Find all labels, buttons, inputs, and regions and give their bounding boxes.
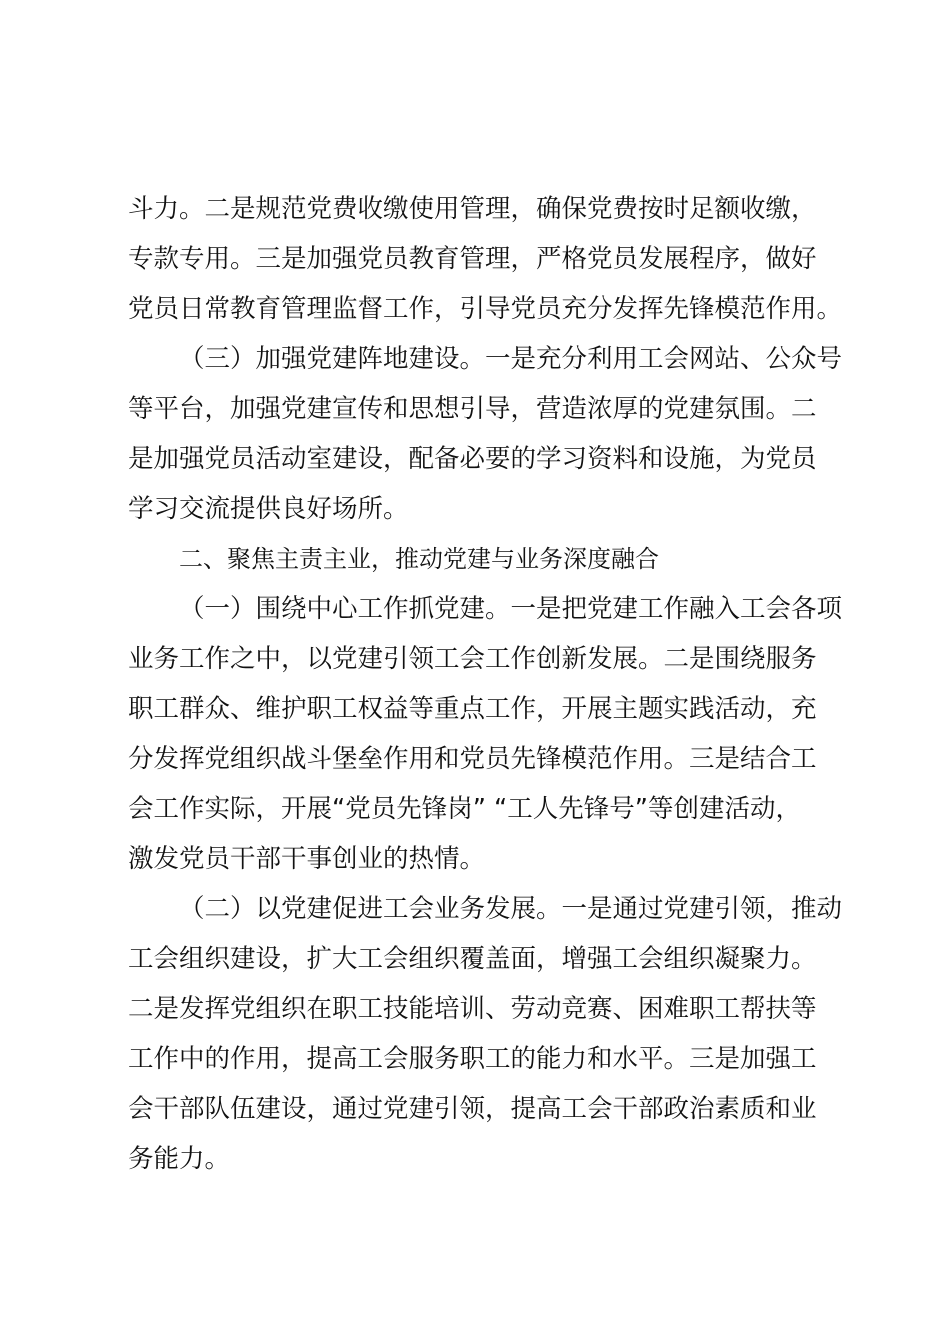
- text-line: 激发党员干部干事创业的热情。: [128, 844, 486, 874]
- text-line: 二是发挥党组织在职工技能培训、劳动竞赛、困难职工帮扶等: [128, 994, 817, 1024]
- text-line: 职工群众、维护职工权益等重点工作，开展主题实践活动，充: [128, 694, 817, 724]
- section-heading: 二、聚焦主责主业，推动党建与业务深度融合: [179, 545, 659, 573]
- text-line: 专款专用。三是加强党员教育管理，严格党员发展程序，做好: [128, 244, 817, 274]
- text-line: 分发挥党组织战斗堡垒作用和党员先锋模范作用。三是结合工: [128, 744, 817, 774]
- paragraph-first-line: （二）以党建促进工会业务发展。一是通过党建引领，推动: [179, 894, 843, 924]
- paragraph-first-line: （三）加强党建阵地建设。一是充分利用工会网站、公众号: [179, 344, 843, 374]
- text-line: 工会组织建设，扩大工会组织覆盖面，增强工会组织凝聚力。: [128, 944, 817, 974]
- text-line: 党员日常教育管理监督工作，引导党员充分发挥先锋模范作用。: [128, 294, 843, 324]
- text-line: 会工作实际，开展“党员先锋岗” “工人先锋号”等创建活动，: [128, 794, 801, 824]
- text-line: 斗力。二是规范党费收缴使用管理，确保党费按时足额收缴，: [128, 194, 817, 224]
- paragraph-first-line: （一）围绕中心工作抓党建。一是把党建工作融入工会各项: [179, 594, 843, 624]
- document-body: [128, 184, 848, 1184]
- text-line: 是加强党员活动室建设，配备必要的学习资料和设施，为党员: [128, 444, 817, 474]
- text-line: 工作中的作用，提高工会服务职工的能力和水平。三是加强工: [128, 1044, 817, 1074]
- text-line: 等平台，加强党建宣传和思想引导，营造浓厚的党建氛围。二: [128, 394, 817, 424]
- text-line: 会干部队伍建设，通过党建引领，提高工会干部政治素质和业: [128, 1094, 817, 1124]
- text-line: 业务工作之中，以党建引领工会工作创新发展。二是围绕服务: [128, 644, 817, 674]
- text-line: 学习交流提供良好场所。: [128, 494, 409, 524]
- text-line: 务能力。: [128, 1144, 231, 1174]
